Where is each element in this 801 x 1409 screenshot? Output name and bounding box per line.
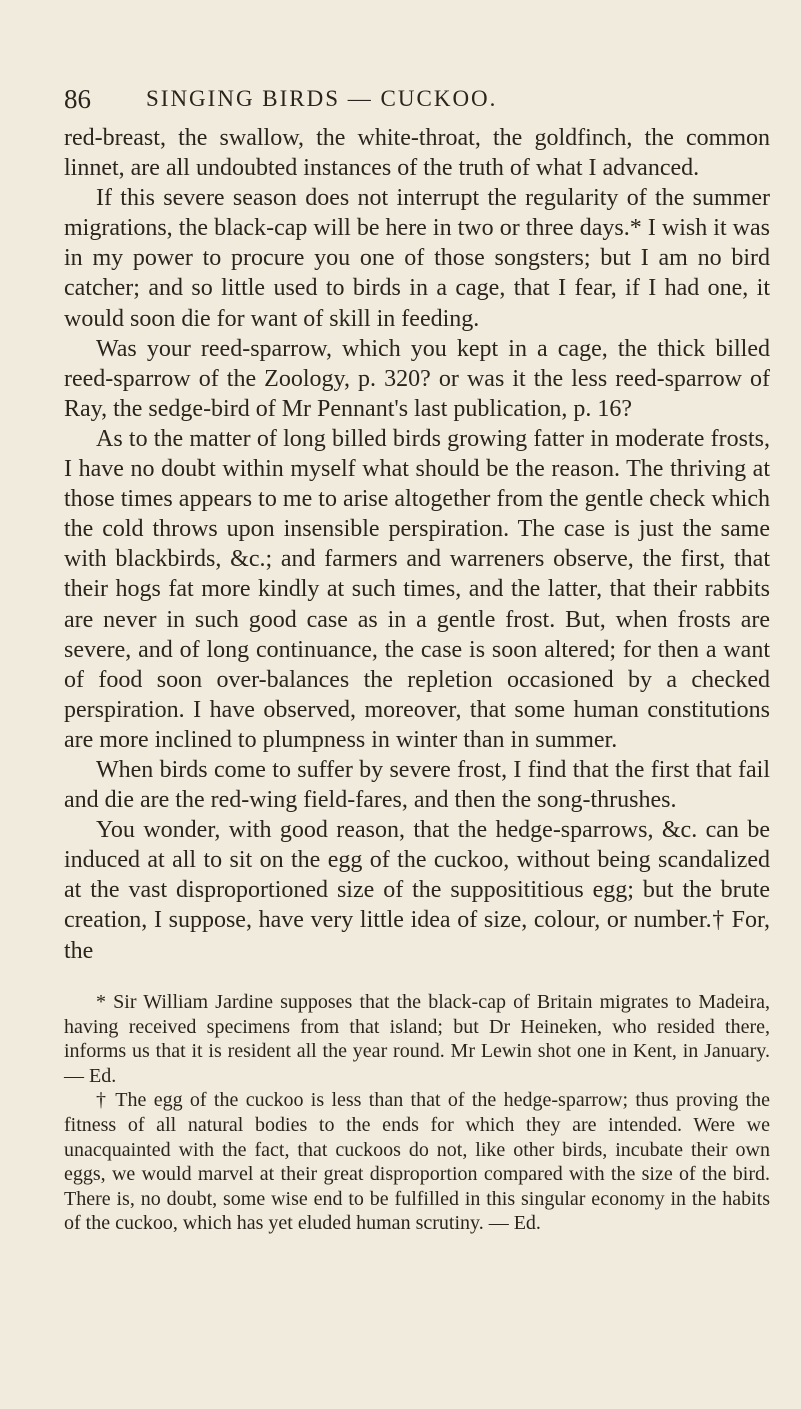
paragraph-continued: red-breast, the swallow, the white-throat, the goldfinch, the common linnet, are all undoubted instances of the truth of what I advanced. (64, 125, 770, 182)
page-number: 86 (64, 84, 91, 114)
paragraph-reed-sparrow: Was your reed-sparrow, which you kept in a cage, the thick billed reed-sparrow of the Zoology, p. 320? or was it the less reed-sparrow of Ray, the sedge-bird of Mr Pennant's last publication, p. 16? (64, 335, 770, 422)
paragraph-frosts: As to the matter of long billed birds growing fatter in moderate frosts, I have no doubt within myself what should be the reason. The thriving at those times appears to me to arise altogether from the gentle check which the cold throws upon insensible perspiration. The case is just the same with blackbirds, &c.; and farmers and warreners observe, the first, that their hogs fat more kindly at such times, and the latter, that their rabbits are never in such good case as in a gentle frost. But, when frosts are severe, and of long continuance, the case is soon altered; for then a want of food soon over-balances the repletion occasioned by a checked perspiration. I have observed, moreover, that some human constitutions are more inclined to plumpness in winter than in summer. (64, 425, 770, 753)
paragraph-severe-frost: When birds come to suffer by severe frost, I find that the first that fail and die are the red-wing field-fares, and then the song-thrushes. (64, 756, 770, 814)
footnotes (64, 990, 770, 1236)
paragraph-blackcap: If this severe season does not interrupt the regularity of the summer migrations, the black-cap will be here in two or three days.* I wish it was in my power to procure you one of those songsters; but I am no bird catcher; and so little used to birds in a cage, that I fear, if I had one, it would soon die for want of skill in feeding. (64, 185, 770, 332)
running-title: SINGING BIRDS — CUCKOO. (146, 86, 498, 111)
running-head (64, 84, 764, 124)
footnote-blackcap: * Sir William Jardine supposes that the black-cap of Britain migrates to Madeira, having received specimens from that island; but Dr Heineken, who resided there, informs us that it is resident all the year round. Mr Lewin shot one in Kent, in January. — Ed. (64, 991, 770, 1087)
body-text (64, 123, 770, 966)
footnote-cuckoo-egg: † The egg of the cuckoo is less than that of the hedge-sparrow; thus proving the fitness of all natural bodies to the ends for which they are intended. Were we unacquainted with the fact, that cuckoos do not, like other birds, incubate their own eggs, we would marvel at their great disproportion compared with the size of the bird. There is, no doubt, some wise end to be fulfilled in this singular economy in the habits of the cuckoo, which has yet eluded human scrutiny. — Ed. (64, 1089, 770, 1235)
paragraph-cuckoo-egg: You wonder, with good reason, that the hedge-sparrows, &c. can be induced at all to sit on the egg of the cuckoo, without being scandalized at the vast disproportioned size of the supposititious egg; but the brute creation, I suppose, have very little idea of size, colour, or number.† For, the (64, 817, 770, 964)
